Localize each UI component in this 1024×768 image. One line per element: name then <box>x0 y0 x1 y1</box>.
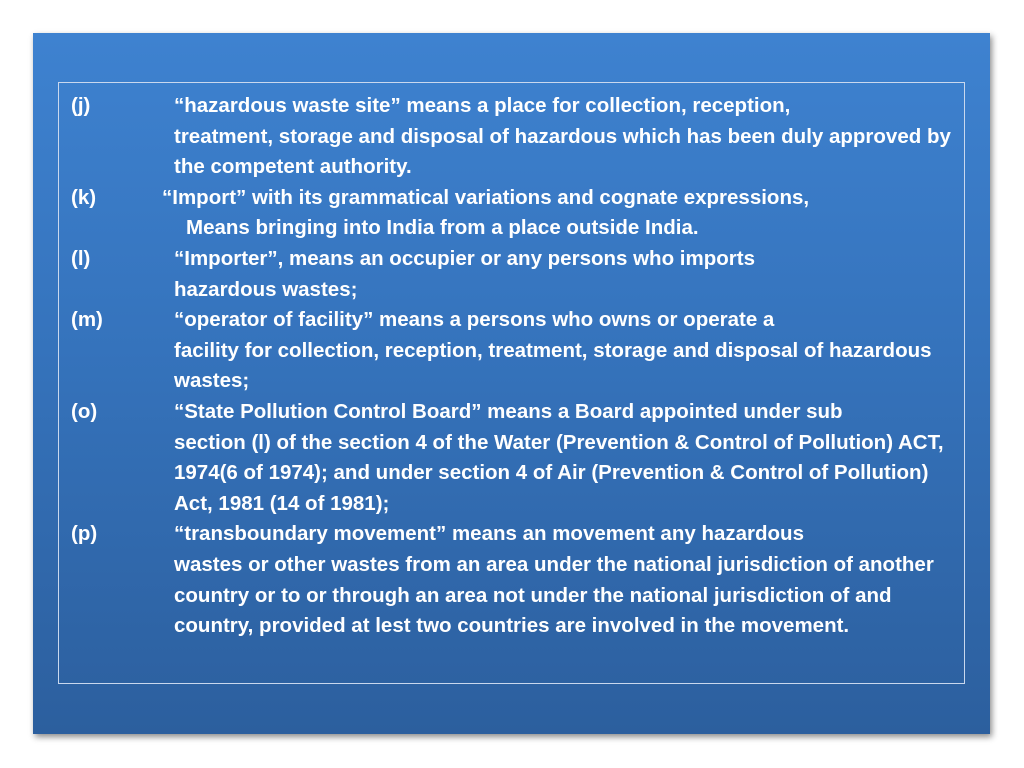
definition-item-m <box>71 305 961 397</box>
definition-text-continuation: hazardous wastes; <box>174 277 358 301</box>
definition-text-continuation: section (l) of the section 4 of the Water (Prevention & Control of Pollution) ACT, 1974(6 of 1974); and under section 4 of Air (Prevention & Control of Pollution) Act, 1981 (14 of 1981); <box>174 430 944 515</box>
definition-text-continuation: facility for collection, reception, treatment, storage and disposal of hazardous wastes; <box>174 338 932 393</box>
definition-text-first-line: “Importer”, means an occupier or any persons who imports <box>174 246 755 270</box>
definition-marker: (m) <box>71 308 103 332</box>
definition-text-continuation: Means bringing into India from a place outside India. <box>186 216 699 240</box>
definition-text-first-line: “Import” with its grammatical variations and cognate expressions, <box>162 185 810 209</box>
definition-marker: (l) <box>71 246 91 270</box>
definition-text-first-line: “hazardous waste site” means a place for collection, reception, <box>174 94 791 117</box>
definition-text <box>174 94 961 183</box>
definition-text <box>174 522 961 641</box>
definition-text <box>174 400 961 519</box>
definition-text-continuation: treatment, storage and disposal of hazardous which has been duly approved by the competent authority. <box>174 124 951 179</box>
definition-marker: (k) <box>71 185 97 209</box>
definition-text-first-line: “State Pollution Control Board” means a Board appointed under sub <box>174 399 843 423</box>
definition-marker: (o) <box>71 399 98 423</box>
definition-text-first-line: “operator of facility” means a persons who owns or operate a <box>174 308 775 332</box>
definition-item-o <box>71 397 961 519</box>
definition-text-first-line: “transboundary movement” means an movement any hazardous <box>174 522 804 546</box>
definition-item-k <box>71 183 961 244</box>
definition-item-p <box>71 519 961 641</box>
definition-item-l <box>71 244 961 305</box>
definition-marker: (j) <box>71 94 91 117</box>
slide <box>33 33 990 734</box>
definition-text-continuation: wastes or other wastes from an area under the national jurisdiction of another country or to or through an area not under the national jurisdiction of and country, provided at lest two countries are involved in the movement. <box>174 552 934 638</box>
definition-text <box>162 186 961 244</box>
definitions-list <box>71 91 961 642</box>
definition-marker: (p) <box>71 522 98 546</box>
definition-text <box>174 308 961 397</box>
definitions-frame <box>58 82 965 684</box>
definition-item-j <box>71 91 961 183</box>
definition-text <box>174 247 961 305</box>
